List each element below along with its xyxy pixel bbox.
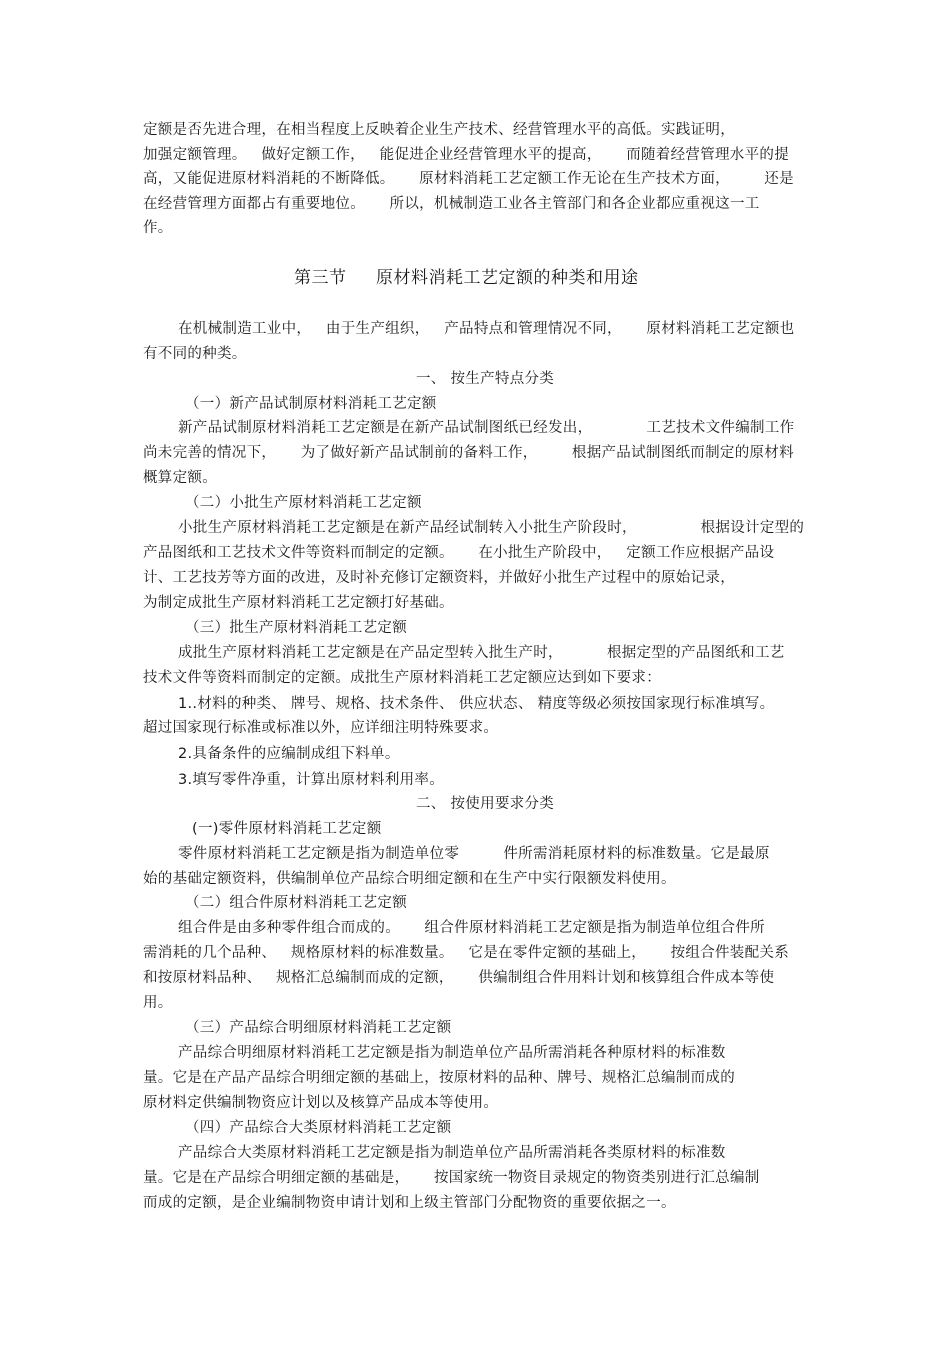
body-line: 量。它是在产品综合明细定额的基础是， 按国家统一物资目录规定的物资类别进行汇总编制 — [143, 1170, 760, 1186]
body-line: 量。它是在产品产品综合明细定额的基础上，按原材料的品种、牌号、规格汇总编制而成的 — [143, 1070, 735, 1086]
body-line: 成批生产原材料消耗工艺定额是在产品定型转入批生产时， 根据定型的产品图纸和工艺 — [178, 645, 785, 661]
body-line: 技术文件等资料而制定的定额。成批生产原材料消耗工艺定额应达到如下要求： — [143, 670, 661, 686]
body-line: 用。 — [143, 995, 173, 1011]
body-line: 零件原材料消耗工艺定额是指为制造单位零 件所需消耗原材料的标准数量。它是最原 — [178, 846, 770, 862]
body-line: 而成的定额，是企业编制物资申请计划和上级主管部门分配物资的重要依据之一。 — [143, 1195, 676, 1211]
body-line: 新产品试制原材料消耗工艺定额是在新产品试制图纸已经发出， 工艺技术文件编制工作 — [178, 420, 795, 436]
body-line: 产品图纸和工艺技术文件等资料而制定的定额。 在小批生产阶段中， 定额工作应根据产品设 — [143, 545, 775, 561]
body-line: 尚未完善的情况下， 为了做好新产品试制前的备料工作， 根据产品试制图纸而制定的原材料 — [143, 445, 794, 461]
body-line: 组合件是由多种零件组合而成的。 组合件原材料消耗工艺定额是指为制造单位组合件所 — [178, 920, 765, 936]
heading-1: 一、 按生产特点分类 — [416, 371, 555, 387]
intro-line: 作。 — [143, 220, 173, 236]
list-item: 1..材料的种类、 牌号、规格、技术条件、 供应状态、 精度等级必须按国家现行标准填写。 — [178, 696, 775, 712]
subheading: （三）产品综合明细原材料消耗工艺定额 — [185, 1020, 452, 1036]
list-item: 2.具备条件的应编制成组下料单。 — [178, 746, 400, 762]
subheading: （一）新产品试制原材料消耗工艺定额 — [185, 396, 437, 412]
body-line: 概算定额。 — [143, 470, 217, 486]
body-line: 需消耗的几个品种、 规格原材料的标准数量。 它是在零件定额的基础上， 按组合件装配关系 — [143, 945, 789, 961]
body-line: 产品综合明细原材料消耗工艺定额是指为制造单位产品所需消耗各种原材料的标准数 — [178, 1045, 726, 1061]
subheading: (一)零件原材料消耗工艺定额 — [192, 821, 382, 837]
heading-2: 二、 按使用要求分类 — [416, 796, 555, 812]
intro-line: 加强定额管理。 做好定额工作， 能促进企业经营管理水平的提高， 而随着经营管理水平的提 — [143, 147, 789, 163]
intro-line: 在经营管理方面都占有重要地位。 所以，机械制造工业各主管部门和各企业都应重视这一工 — [143, 196, 760, 212]
body-line: 有不同的种类。 — [143, 346, 247, 362]
list-item: 3.填写零件净重，计算出原材料利用率。 — [178, 772, 445, 788]
intro-line: 高，又能促进原材料消耗的不断降低。 原材料消耗工艺定额工作无论在生产技术方面， 还是 — [143, 171, 794, 187]
section-title: 第三节 原材料消耗工艺定额的种类和用途 — [294, 268, 639, 288]
body-line: 始的基础定额资料，供编制单位产品综合明细定额和在生产中实行限额发料使用。 — [143, 871, 676, 887]
intro-line: 定额是否先进合理，在相当程度上反映着企业生产技术、经营管理水平的高低。实践证明， — [143, 122, 735, 138]
body-line: 产品综合大类原材料消耗工艺定额是指为制造单位产品所需消耗各类原材料的标准数 — [178, 1145, 726, 1161]
body-line: 小批生产原材料消耗工艺定额是在新产品经试制转入小批生产阶段时， 根据设计定型的 — [178, 520, 805, 536]
body-line: 和按原材料品种、 规格汇总编制而成的定额， 供编制组合件用料计划和核算组合件成本等使 — [143, 970, 775, 986]
subheading: （四）产品综合大类原材料消耗工艺定额 — [185, 1120, 452, 1136]
body-line: 在机械制造工业中， 由于生产组织， 产品特点和管理情况不同， 原材料消耗工艺定额也 — [178, 321, 795, 337]
body-line: 超过国家现行标准或标准以外，应详细注明特殊要求。 — [143, 720, 499, 736]
subheading: （二）组合件原材料消耗工艺定额 — [185, 895, 407, 911]
subheading: （二）小批生产原材料消耗工艺定额 — [185, 495, 422, 511]
body-line: 计、工艺技芳等方面的改进，及时补充修订定额资料，并做好小批生产过程中的原始记录， — [143, 570, 735, 586]
body-line: 原材料定供编制物资应计划以及核算产品成本等使用。 — [143, 1095, 499, 1111]
body-line: 为制定成批生产原材料消耗工艺定额打好基础。 — [143, 595, 454, 611]
subheading: （三）批生产原材料消耗工艺定额 — [185, 620, 407, 636]
